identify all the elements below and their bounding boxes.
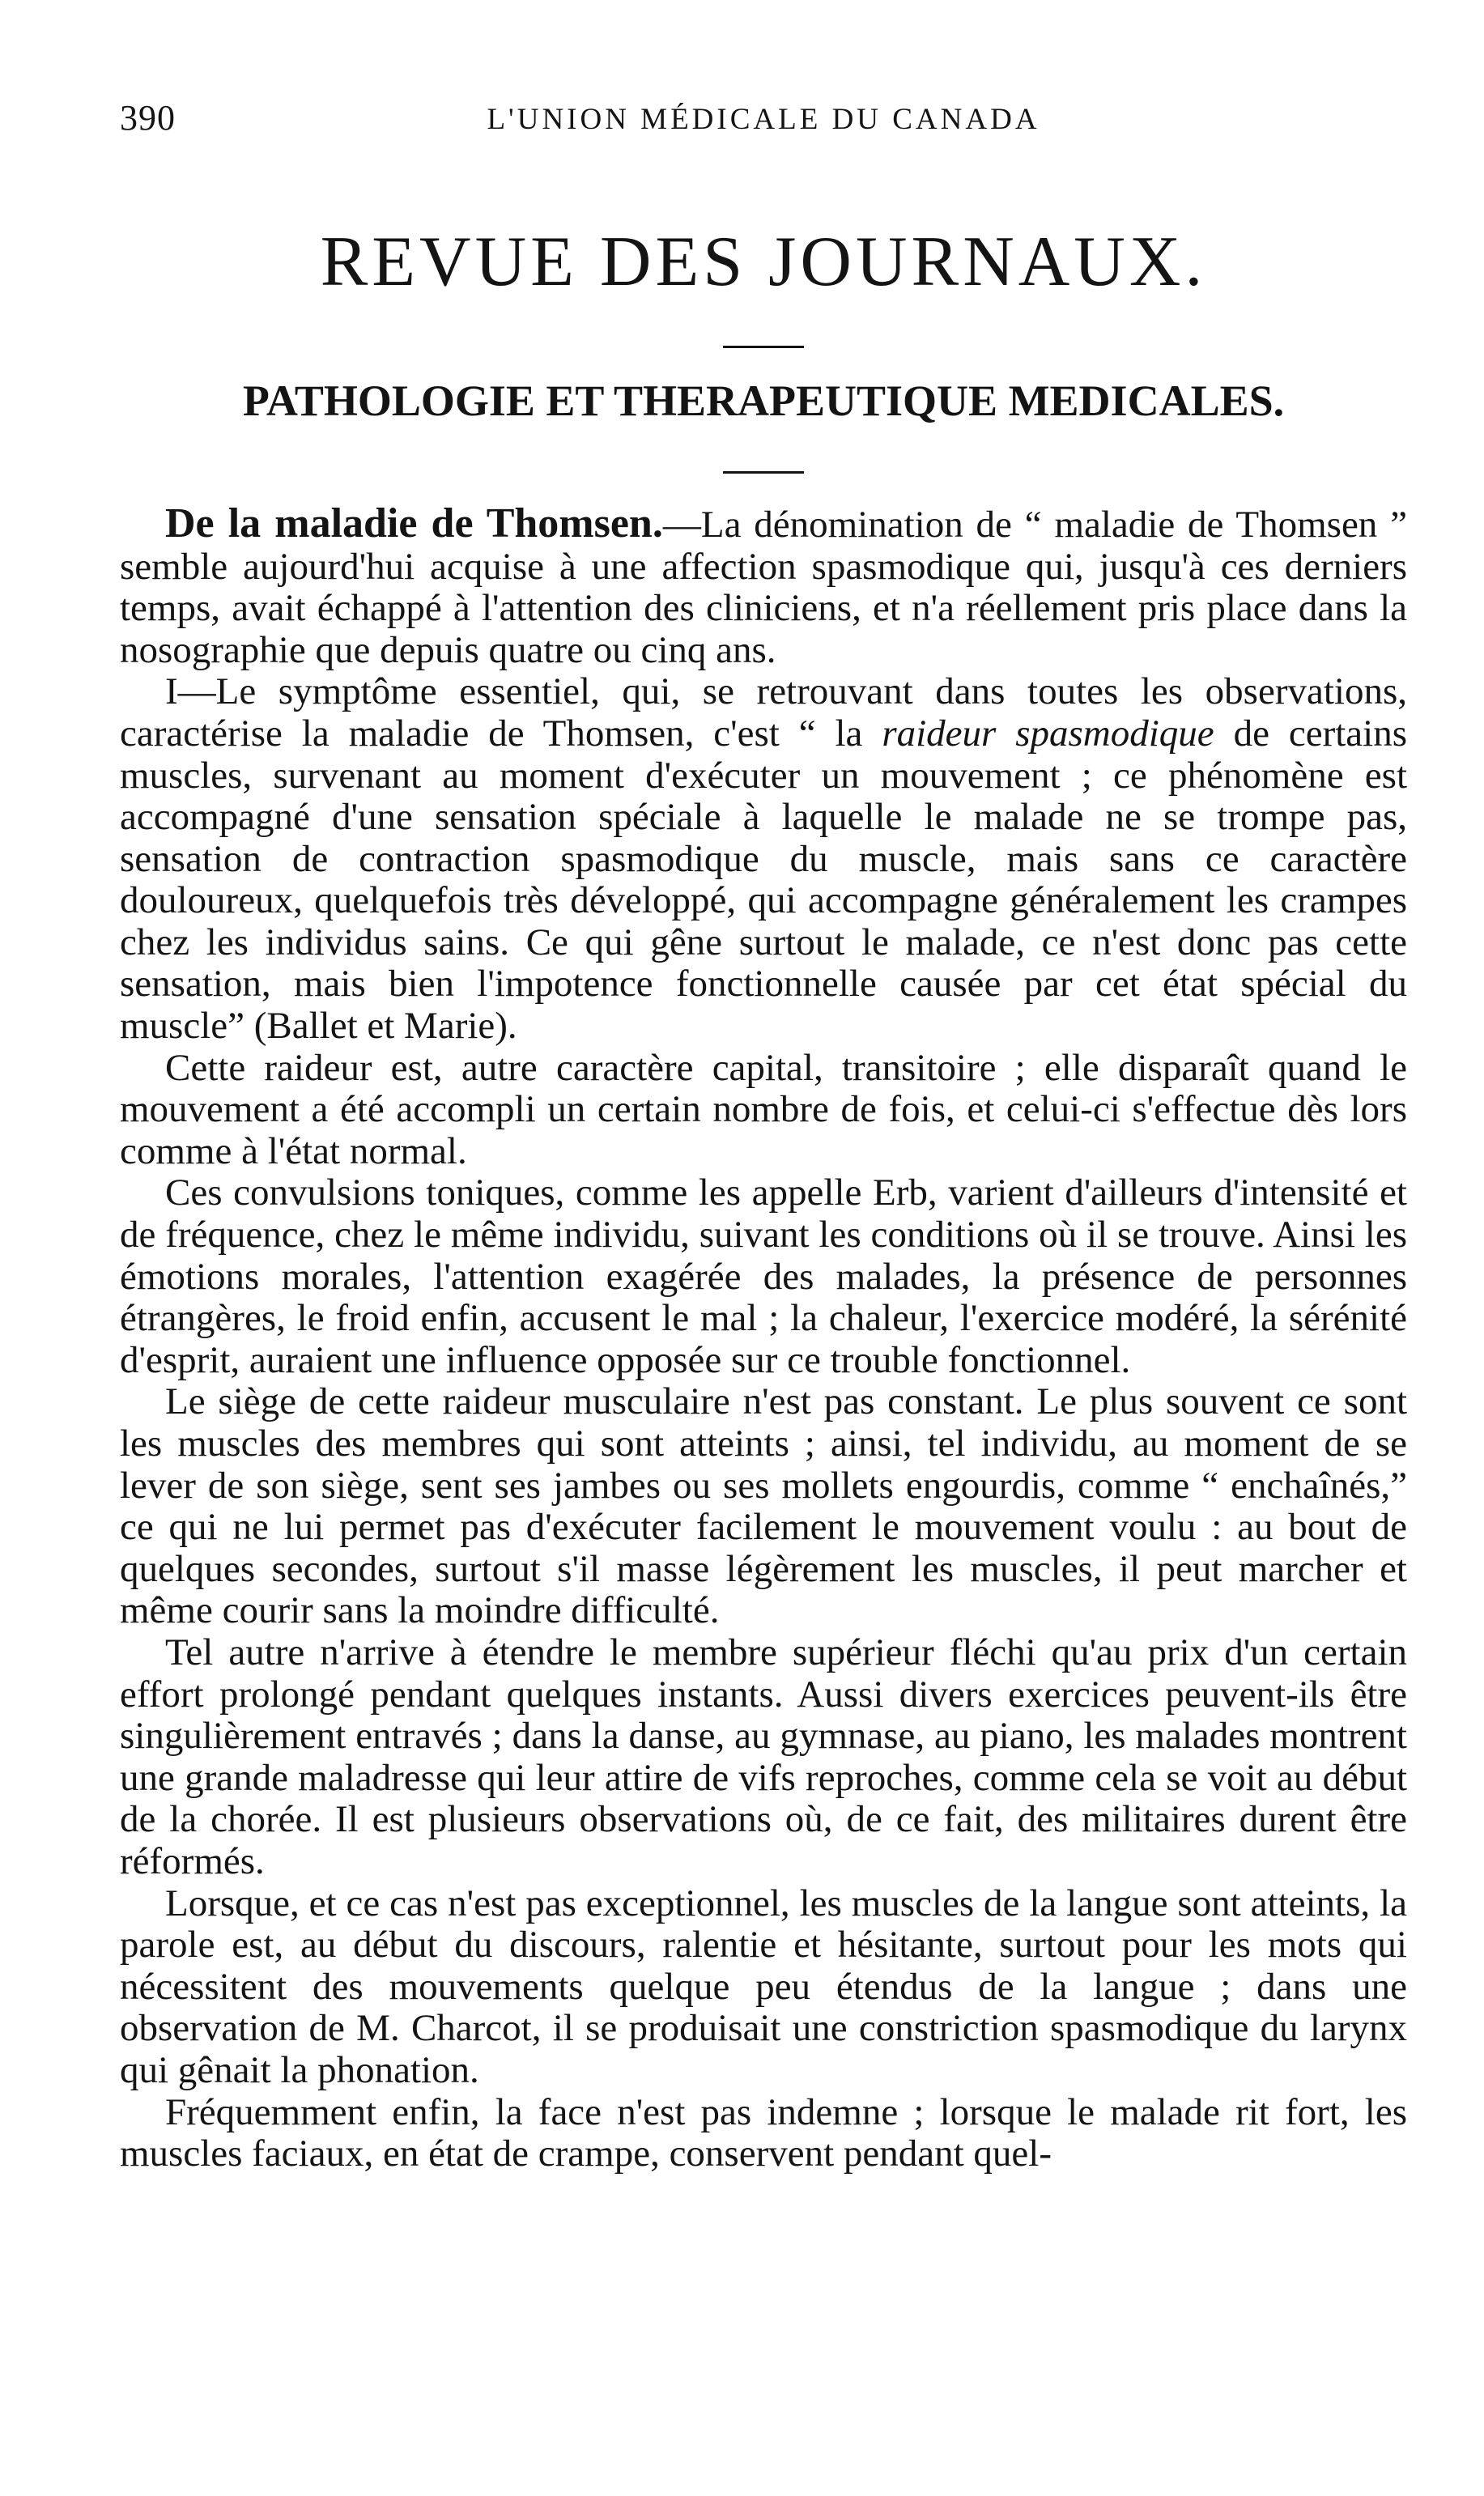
running-head: [120, 97, 1407, 146]
paragraph-4: Ces convulsions toniques, comme les appelle Erb, varient d'ailleurs d'intensité et de fréquence, chez le même individu, suivant les conditions où il se trouve. Ainsi les émotions morales, l'attention exagérée des malades, la présence de personnes étrangères, le froid enfin, accusent le mal ; la chaleur, l'exercice modéré, la sérénité d'esprit, auraient une influence opposée sur ce trouble fonctionnel.: [120, 1171, 1407, 1381]
article-body: [120, 500, 1408, 2175]
paragraph-8: Fréquemment enfin, la face n'est pas indemne ; lorsque le malade rit fort, les muscles faciaux, en état de crampe, conservent pendant quel-: [120, 2090, 1407, 2175]
paragraph-2-text-b: de certains muscles, survenant au moment d'exécuter un mouvement ; ce phénomène est accompagné d'une sensation spéciale à laquelle le malade ne se trompe pas, sensation de contraction spasmodique du muscle, mais sans ce caractère douloureux, quelquefois très développé, qui accompagne généralement les crampes chez les individus sains. Ce qui gêne surtout le malade, ce n'est donc pas cette sensation, mais bien l'impotence fonctionnelle causée par cet état spécial du muscle” (Ballet et Marie).: [120, 712, 1407, 1048]
document-page: [120, 97, 1407, 2175]
paragraph-2-text-a: I—Le symptôme essentiel, qui, se retrouvant dans toutes les observations, caractérise la maladie de Thomsen, c'est “ la: [120, 670, 1407, 755]
paragraph-5: Le siège de cette raideur musculaire n'est pas constant. Le plus souvent ce sont les muscles des membres qui sont atteints ; ainsi, tel individu, au moment de se lever de son siège, sent ses jambes ou ses mollets engourdis, comme “ enchaînés,” ce qui ne lui permet pas d'exécuter facilement le mouvement voulu : au bout de quelques secondes, surtout s'il masse légèrement les muscles, il peut marcher et même courir sans la moindre difficulté.: [120, 1380, 1407, 1632]
journal-title: L'UNION MÉDICALE DU CANADA: [487, 103, 1040, 136]
article-lead-title: De la maladie de Thomsen.: [165, 500, 663, 546]
paragraph-6: Tel autre n'arrive à étendre le membre supérieur fléchi qu'au prix d'un certain effort prolongé pendant quelques instants. Aussi divers exercices peuvent-ils être singulièrement entravés ; dans la danse, au gymnase, au piano, les malades montrent une grande maladresse qui leur attire de vifs reproches, comme cela se voit au début de la chorée. Il est plusieurs observations où, de ce fait, des militaires durent être réformés.: [120, 1631, 1407, 1882]
section-title: REVUE DES JOURNAUX.: [320, 223, 1207, 301]
paragraph-2: [120, 671, 1407, 1047]
page-number: 390: [120, 98, 176, 138]
subsection-rule: [723, 471, 804, 474]
paragraph-3: Cette raideur est, autre caractère capital, transitoire ; elle disparaît quand le mouvement a été accompli un certain nombre de fois, et celui-ci s'effectue dès lors comme à l'état normal.: [120, 1046, 1407, 1172]
title-rule: [723, 346, 804, 348]
paragraph-1-text: —La dénomination de “ maladie de Thomsen ” semble aujourd'hui acquise à une affection spasmodique qui, jusqu'à ces derniers temps, avait échappé à l'attention des cliniciens, et n'a réellement pris place dans la nosographie que depuis quatre ou cinq ans.: [120, 503, 1408, 671]
paragraph-2-emphasis: raideur spasmodique: [882, 712, 1214, 755]
paragraph-7: Lorsque, et ce cas n'est pas exceptionnel, les muscles de la langue sont atteints, la parole est, au début du discours, ralentie et hésitante, surtout pour les mots qui nécessitent des mouvements quelque peu étendus de la langue ; dans une observation de M. Charcot, il se produisait une constriction spasmodique du larynx qui gênait la phonation.: [120, 1882, 1407, 2091]
paragraph-1: [120, 500, 1408, 671]
subsection-title: PATHOLOGIE ET THERAPEUTIQUE MEDICALES.: [242, 376, 1285, 425]
